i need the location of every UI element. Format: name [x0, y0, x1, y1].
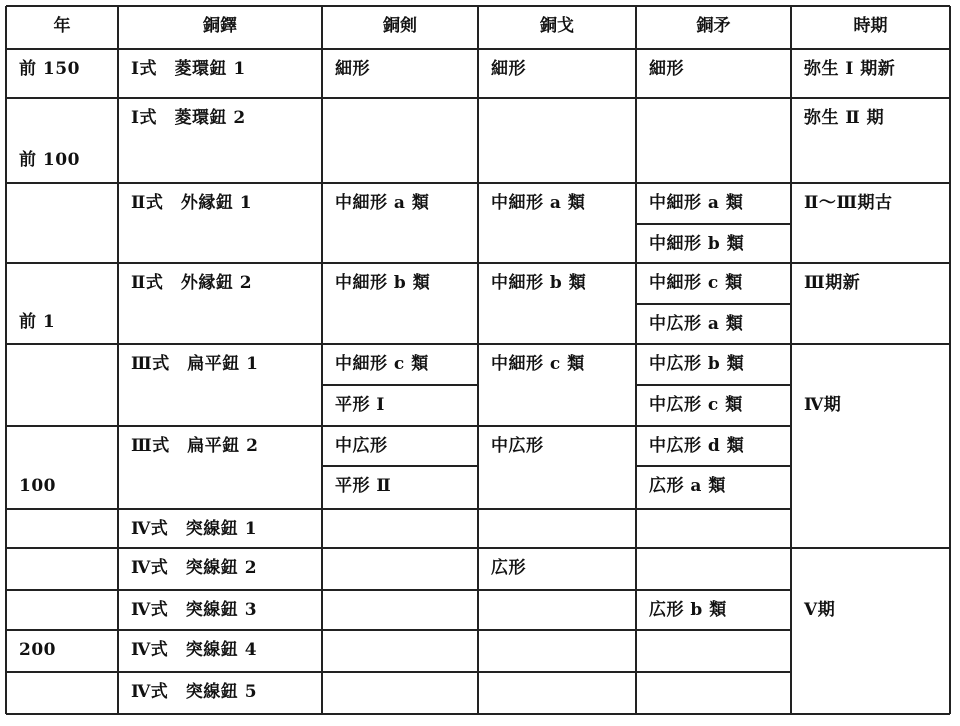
table-cell: 前 100: [19, 150, 80, 170]
table-cell: 中細形 a 類: [491, 193, 586, 213]
table-right-border: [949, 6, 951, 714]
row-rule: [636, 671, 791, 673]
table-cell: 平形 Ⅱ: [335, 476, 392, 496]
row-rule: [118, 671, 322, 673]
row-rule: [118, 629, 322, 631]
row-rule: [478, 508, 636, 510]
row-rule: [636, 547, 791, 549]
column-header: 銅戈: [540, 16, 574, 36]
row-rule: [6, 547, 118, 549]
header-rule: [6, 48, 950, 50]
row-rule: [636, 303, 791, 305]
row-rule: [322, 629, 478, 631]
row-rule: [791, 182, 950, 184]
row-rule: [791, 97, 950, 99]
table-cell: 中広形: [335, 436, 388, 456]
table-cell: 平形 Ⅰ: [335, 395, 385, 415]
row-rule: [791, 262, 950, 264]
table-cell: 前 1: [19, 312, 56, 332]
table-cell: 中細形 c 類: [491, 354, 585, 374]
table-cell: Ⅳ式 突線鈕 5: [131, 682, 258, 702]
row-rule: [322, 465, 478, 467]
table-cell: 中細形 b 類: [335, 273, 431, 293]
table-cell: Ⅳ期: [804, 395, 842, 415]
row-rule: [118, 262, 322, 264]
row-rule: [636, 343, 791, 345]
row-rule: [478, 425, 636, 427]
table-cell: 広形: [491, 558, 526, 578]
row-rule: [636, 384, 791, 386]
column-rule: [321, 6, 323, 714]
row-rule: [636, 223, 791, 225]
table-cell: 中細形 c 類: [335, 354, 429, 374]
row-rule: [478, 671, 636, 673]
column-rule: [790, 6, 792, 714]
table-cell: 広形 b 類: [649, 600, 727, 620]
table-cell: 中細形 b 類: [649, 234, 745, 254]
table-cell: Ⅲ期新: [804, 273, 861, 293]
row-rule: [6, 182, 118, 184]
row-rule: [322, 671, 478, 673]
table-cell: Ⅲ式 扁平鈕 2: [131, 436, 259, 456]
table-cell: 中広形 b 類: [649, 354, 745, 374]
table-cell: Ⅰ式 菱環鈕 2: [131, 108, 246, 128]
table-cell: Ⅳ式 突線鈕 4: [131, 640, 258, 660]
column-rule: [117, 6, 119, 714]
row-rule: [322, 182, 478, 184]
row-rule: [118, 182, 322, 184]
table-cell: 細形: [335, 59, 370, 79]
table-cell: 弥生 Ⅱ 期: [804, 108, 885, 128]
row-rule: [6, 671, 118, 673]
row-rule: [636, 508, 791, 510]
table-left-border: [5, 6, 7, 714]
table-cell: Ⅰ式 菱環鈕 1: [131, 59, 246, 79]
column-header: 年: [53, 16, 71, 36]
column-header: 時期: [853, 16, 888, 36]
table-cell: Ⅱ式 外縁鈕 2: [131, 273, 253, 293]
row-rule: [118, 97, 322, 99]
row-rule: [322, 508, 478, 510]
row-rule: [118, 508, 322, 510]
column-header: 銅鐸: [203, 16, 237, 36]
table-cell: 中広形 c 類: [649, 395, 743, 415]
table-cell: 広形 a 類: [649, 476, 726, 496]
row-rule: [118, 547, 322, 549]
table-cell: 中細形 b 類: [491, 273, 587, 293]
row-rule: [322, 343, 478, 345]
table-cell: Ⅱ～Ⅲ期古: [804, 193, 893, 213]
row-rule: [118, 343, 322, 345]
row-rule: [6, 629, 118, 631]
row-rule: [6, 343, 118, 345]
row-rule: [322, 262, 478, 264]
row-rule: [478, 547, 636, 549]
row-rule: [636, 182, 791, 184]
row-rule: [791, 343, 950, 345]
row-rule: [322, 425, 478, 427]
table-cell: 中広形: [491, 436, 544, 456]
row-rule: [6, 589, 118, 591]
table-cell: 中広形 a 類: [649, 314, 744, 334]
table-cell: 100: [19, 476, 56, 496]
row-rule: [478, 629, 636, 631]
column-rule: [477, 6, 479, 714]
row-rule: [636, 629, 791, 631]
row-rule: [6, 425, 118, 427]
row-rule: [478, 97, 636, 99]
row-rule: [322, 97, 478, 99]
row-rule: [6, 262, 118, 264]
row-rule: [6, 97, 118, 99]
table-cell: 中細形 a 類: [649, 193, 744, 213]
table-cell: 細形: [491, 59, 526, 79]
table-cell: Ⅱ式 外縁鈕 1: [131, 193, 253, 213]
table-cell: 前 150: [19, 59, 80, 79]
row-rule: [322, 589, 478, 591]
table-cell: 200: [19, 640, 56, 660]
row-rule: [322, 547, 478, 549]
row-rule: [791, 547, 950, 549]
table-cell: Ⅳ式 突線鈕 1: [131, 519, 258, 539]
row-rule: [6, 508, 118, 510]
table-cell: Ⅳ式 突線鈕 3: [131, 600, 258, 620]
row-rule: [478, 343, 636, 345]
column-header: 銅剣: [383, 16, 417, 36]
row-rule: [478, 589, 636, 591]
row-rule: [478, 182, 636, 184]
table-cell: Ⅲ式 扁平鈕 1: [131, 354, 259, 374]
row-rule: [118, 589, 322, 591]
row-rule: [118, 425, 322, 427]
row-rule: [636, 262, 791, 264]
table-cell: Ⅴ期: [804, 600, 836, 620]
row-rule: [636, 465, 791, 467]
row-rule: [636, 425, 791, 427]
row-rule: [322, 384, 478, 386]
table-cell: 中細形 c 類: [649, 273, 743, 293]
table-cell: 細形: [649, 59, 684, 79]
row-rule: [478, 262, 636, 264]
table-cell: Ⅳ式 突線鈕 2: [131, 558, 258, 578]
table-cell: 中細形 a 類: [335, 193, 430, 213]
row-rule: [636, 97, 791, 99]
row-rule: [636, 589, 791, 591]
column-rule: [635, 6, 637, 714]
table-cell: 中広形 d 類: [649, 436, 745, 456]
table-cell: 弥生 Ⅰ 期新: [804, 59, 896, 79]
column-header: 銅矛: [696, 16, 731, 36]
